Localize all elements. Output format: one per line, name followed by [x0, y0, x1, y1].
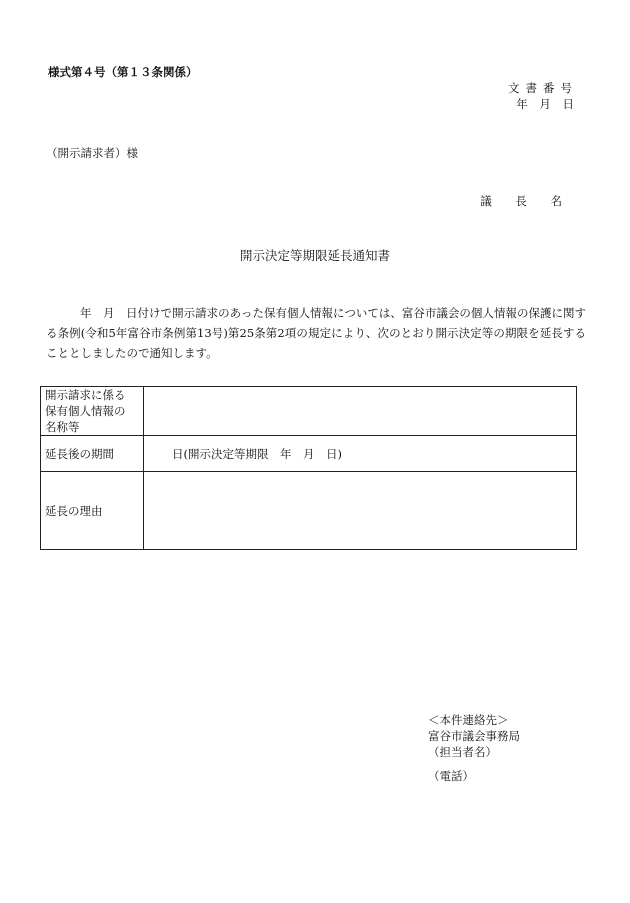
body-text: 年 月 日付けで開示請求のあった保有個人情報については、富谷市議会の個人情報の保護に関する条例(令和5年富谷市条例第13号)第25条第2項の規定により、次のとおり開示決定等の期限を延長することとしましたので通知します。 [46, 306, 586, 360]
form-number: 様式第４号（第１３条関係） [48, 65, 198, 79]
contact-header: ＜本件連絡先＞ [428, 713, 509, 727]
extended-period-value[interactable]: 日(開示決定等期限 年 月 日) [144, 436, 577, 472]
label-line: 名称等 [45, 420, 80, 434]
document-number-label: 文書番号 [508, 81, 578, 95]
table-row [41, 472, 577, 550]
contact-office: 富谷市議会事務局 [428, 729, 520, 743]
label-line: 保有個人情報の [45, 404, 126, 418]
table-row [41, 436, 577, 472]
contact-block [428, 712, 520, 784]
info-name-label [41, 387, 144, 436]
extended-period-label: 延長後の期間 [41, 436, 144, 472]
extension-reason-label: 延長の理由 [41, 472, 144, 550]
document-date-label: 年 月 日 [516, 97, 578, 111]
table-row [41, 387, 577, 436]
details-table [40, 386, 577, 550]
document-title: 開示決定等期限延長通知書 [239, 248, 390, 263]
recipient-line: （開示請求者）様 [46, 146, 138, 160]
body-paragraph [46, 303, 586, 363]
info-name-value[interactable] [144, 387, 577, 436]
contact-phone: （電話） [428, 769, 474, 783]
label-line: 開示請求に係る [45, 388, 126, 402]
contact-person: （担当者名） [428, 745, 497, 759]
extension-reason-value[interactable] [144, 472, 577, 550]
contact-spacer [428, 760, 520, 768]
chair-name-line: 議 長 名 [480, 194, 572, 208]
